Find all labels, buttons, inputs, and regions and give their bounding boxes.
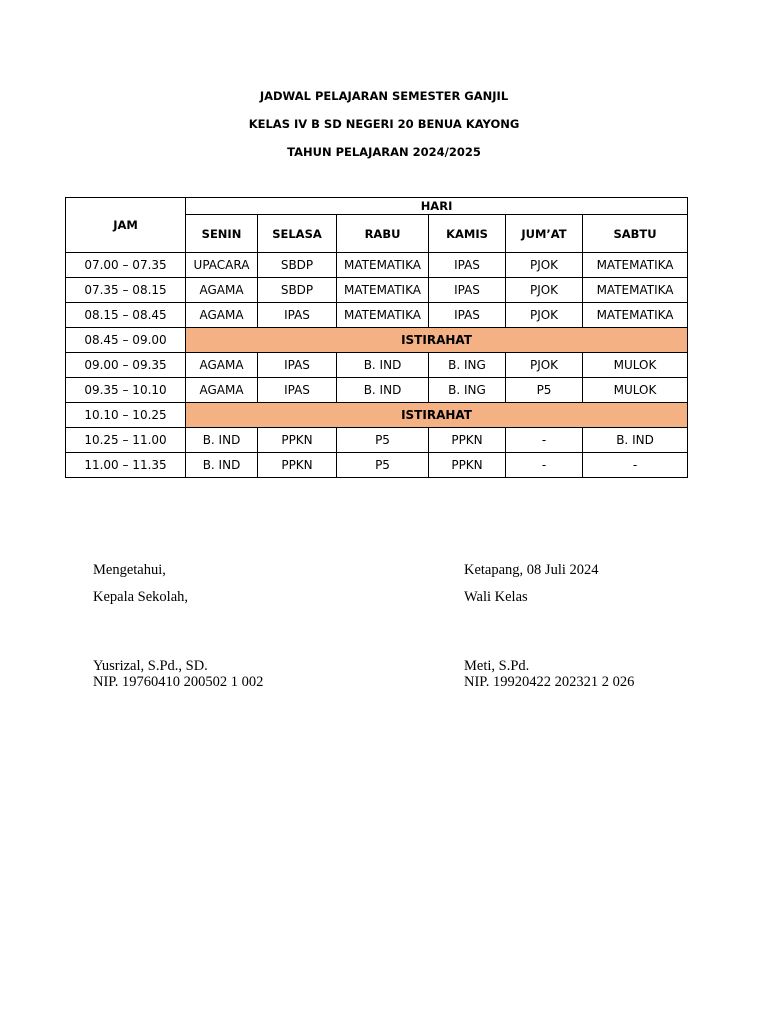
subject-cell: PPKN xyxy=(429,453,506,478)
break-cell: ISTIRAHAT xyxy=(186,328,688,353)
subject-cell: IPAS xyxy=(429,278,506,303)
subject-cell: PPKN xyxy=(258,428,337,453)
sig-left-line1: Mengetahui, xyxy=(93,562,166,578)
subject-cell: IPAS xyxy=(258,353,337,378)
subject-cell: UPACARA xyxy=(186,253,258,278)
subject-cell: B. IND xyxy=(337,353,429,378)
break-cell: ISTIRAHAT xyxy=(186,403,688,428)
time-cell: 07.00 – 07.35 xyxy=(66,253,186,278)
subject-cell: B. IND xyxy=(337,378,429,403)
time-cell: 10.10 – 10.25 xyxy=(66,403,186,428)
header-row-hari xyxy=(66,198,688,215)
subject-cell: SBDP xyxy=(258,253,337,278)
time-cell: 09.00 – 09.35 xyxy=(66,353,186,378)
table-row xyxy=(66,278,688,303)
hari-header: HARI xyxy=(186,198,688,215)
subject-cell: IPAS xyxy=(258,378,337,403)
signature-block-right xyxy=(464,562,634,690)
subject-cell: SBDP xyxy=(258,278,337,303)
subject-cell: - xyxy=(583,453,688,478)
subject-cell: PJOK xyxy=(506,353,583,378)
subject-cell: IPAS xyxy=(258,303,337,328)
time-cell: 11.00 – 11.35 xyxy=(66,453,186,478)
day-header-sabtu: SABTU xyxy=(583,215,688,253)
document-title xyxy=(0,88,768,172)
schedule-table xyxy=(65,197,688,478)
subject-cell: B. IND xyxy=(186,453,258,478)
sig-right-line2: Wali Kelas xyxy=(464,589,528,605)
subject-cell: AGAMA xyxy=(186,303,258,328)
title-line-2: KELAS IV B SD NEGERI 20 BENUA KAYONG xyxy=(248,117,520,131)
schedule-body xyxy=(66,198,688,478)
sig-left-nip: NIP. 19760410 200502 1 002 xyxy=(93,674,264,690)
subject-cell: MATEMATIKA xyxy=(337,278,429,303)
sig-left-name: Yusrizal, S.Pd., SD. xyxy=(93,658,208,674)
subject-cell: P5 xyxy=(337,453,429,478)
subject-cell: PJOK xyxy=(506,253,583,278)
title-line-1: JADWAL PELAJARAN SEMESTER GANJIL xyxy=(259,89,509,103)
subject-cell: MULOK xyxy=(583,378,688,403)
subject-cell: IPAS xyxy=(429,253,506,278)
day-header-senin: SENIN xyxy=(186,215,258,253)
subject-cell: B. IND xyxy=(186,428,258,453)
subject-cell: PJOK xyxy=(506,278,583,303)
table-row xyxy=(66,253,688,278)
table-row xyxy=(66,378,688,403)
jam-header: JAM xyxy=(66,198,186,253)
table-row xyxy=(66,453,688,478)
subject-cell: MATEMATIKA xyxy=(583,303,688,328)
time-cell: 08.15 – 08.45 xyxy=(66,303,186,328)
time-cell: 08.45 – 09.00 xyxy=(66,328,186,353)
table-row xyxy=(66,403,688,428)
subject-cell: PPKN xyxy=(258,453,337,478)
time-cell: 07.35 – 08.15 xyxy=(66,278,186,303)
subject-cell: PPKN xyxy=(429,428,506,453)
day-header-jumat: JUM’AT xyxy=(506,215,583,253)
subject-cell: B. IND xyxy=(583,428,688,453)
table-row xyxy=(66,303,688,328)
sig-right-name: Meti, S.Pd. xyxy=(464,658,530,674)
subject-cell: B. ING xyxy=(429,378,506,403)
day-header-rabu: RABU xyxy=(337,215,429,253)
signature-block-left xyxy=(93,562,263,690)
subject-cell: MATEMATIKA xyxy=(583,278,688,303)
subject-cell: - xyxy=(506,453,583,478)
subject-cell: MATEMATIKA xyxy=(337,303,429,328)
sig-right-nip: NIP. 19920422 202321 2 026 xyxy=(464,674,635,690)
subject-cell: AGAMA xyxy=(186,378,258,403)
time-cell: 10.25 – 11.00 xyxy=(66,428,186,453)
subject-cell: MATEMATIKA xyxy=(583,253,688,278)
table-row xyxy=(66,328,688,353)
subject-cell: IPAS xyxy=(429,303,506,328)
subject-cell: AGAMA xyxy=(186,353,258,378)
subject-cell: MULOK xyxy=(583,353,688,378)
subject-cell: MATEMATIKA xyxy=(337,253,429,278)
subject-cell: P5 xyxy=(506,378,583,403)
sig-right-line1: Ketapang, 08 Juli 2024 xyxy=(464,562,599,578)
subject-cell: - xyxy=(506,428,583,453)
subject-cell: PJOK xyxy=(506,303,583,328)
table-row xyxy=(66,353,688,378)
day-header-kamis: KAMIS xyxy=(429,215,506,253)
subject-cell: B. ING xyxy=(429,353,506,378)
time-cell: 09.35 – 10.10 xyxy=(66,378,186,403)
day-header-selasa: SELASA xyxy=(258,215,337,253)
subject-cell: P5 xyxy=(337,428,429,453)
title-line-3: TAHUN PELAJARAN 2024/2025 xyxy=(287,145,481,159)
sig-left-line2: Kepala Sekolah, xyxy=(93,589,189,605)
subject-cell: AGAMA xyxy=(186,278,258,303)
table-row xyxy=(66,428,688,453)
